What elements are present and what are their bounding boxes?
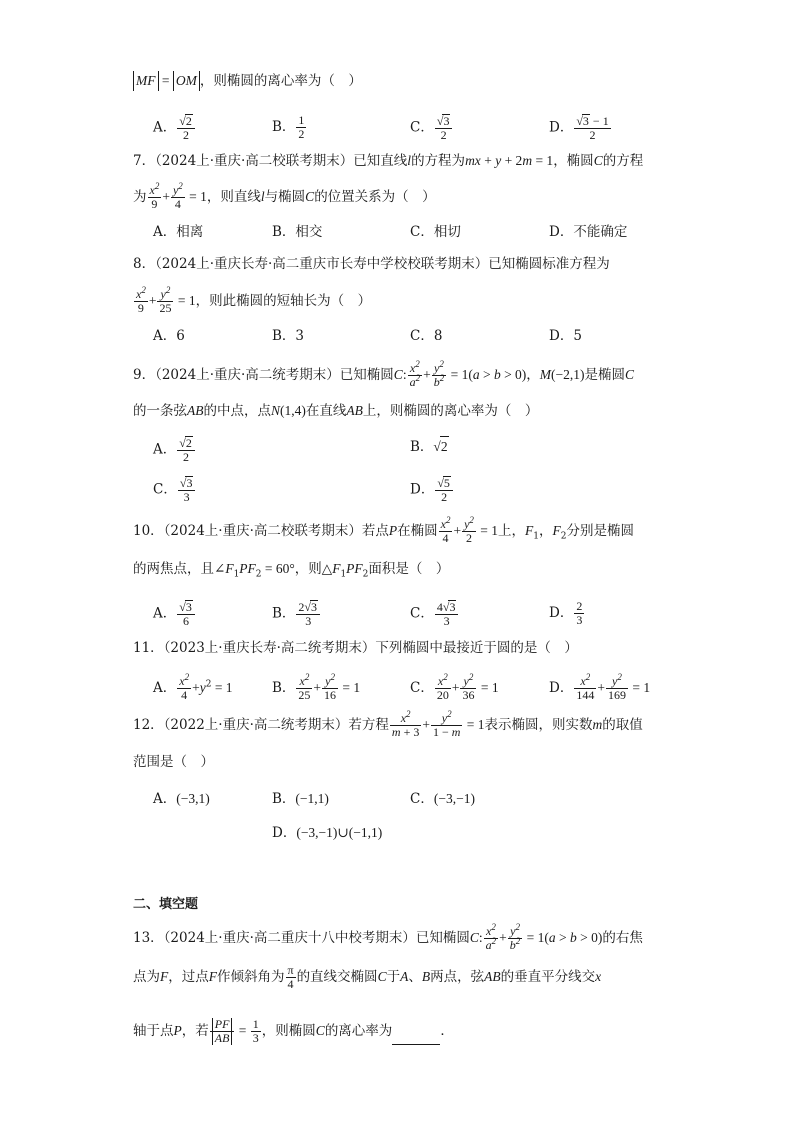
q9-line2: 的一条弦AB的中点，点N(1,4)在直线AB上，则椭圆的离心率为（ ） xyxy=(133,403,539,419)
math-frac: $\frac{x^2}{4}$ xyxy=(440,515,451,545)
math-frac: $\frac{\pi}{4}$ xyxy=(287,963,294,991)
math-frac: $\frac{x^2}{a^2}$ xyxy=(409,359,421,389)
q10-option-b[interactable]: B． $\frac{2√3}{3}$ xyxy=(272,600,321,628)
q7-line1: 7．（2024上·重庆·高二校联考期末）已知直线l的方程为mx + y + 2m = 1，椭圆C的方程 xyxy=(133,153,644,169)
math-frac: $\frac{√5}{2}$ xyxy=(435,476,453,504)
question-number: 8． xyxy=(133,256,156,272)
math-frac: $\frac{x^2}{20}$ xyxy=(436,672,449,702)
math-frac: $\frac{x^2}{144}$ xyxy=(576,672,595,702)
q13-line2: 点为F，过点F作倾斜角为 $\frac{\pi}{4}$ 的直线交椭圆C于A、B两点，弦AB的垂直平分线交x xyxy=(133,963,602,991)
section-title: 二、填空题 xyxy=(133,897,199,912)
math-frac: $\frac{√2}{2}$ xyxy=(177,114,195,142)
math-abs-mf: MF xyxy=(133,71,159,91)
math-frac: $\frac{y^2}{b^2}$ xyxy=(509,922,521,952)
question-number: 9． xyxy=(133,367,156,383)
math-frac: $\frac{1}{3}$ xyxy=(252,1017,259,1045)
q10-line2: 的两焦点，且$\angle F_1PF_2 = 60^\circ$，则$\triangle F_1PF_2$面积是（ ） xyxy=(133,561,450,580)
q11-option-c[interactable]: C． $\frac{x^2}{20}$ + $\frac{y^2}{36}$ = 1 xyxy=(410,672,499,702)
q7-line2: 为 $\frac{x^2}{9}$ + $\frac{y^2}{4}$ = 1，则直线l与椭圆C的位置关系为（ ） xyxy=(133,181,436,211)
math-frac: $\frac{y^2}{2}$ xyxy=(464,515,474,545)
q12-line1: 12．（2022上·重庆·高二统考期末）若方程 $\frac{x^2}{m + 3}$ + $\frac{y^2}{1 - m}$ = 1表示椭圆，则实数m的取值 xyxy=(133,709,643,739)
math-frac: $\frac{y^2}{4}$ xyxy=(172,181,183,211)
question-source: （2024上·重庆·高二重庆十八中校考期末） xyxy=(163,930,416,946)
question-number: 11． xyxy=(133,640,164,656)
q9-option-d[interactable]: D． $\frac{√5}{2}$ xyxy=(410,476,454,504)
q9-option-b[interactable]: B．√2 xyxy=(410,436,449,457)
q9-line1: 9．（2024上·重庆·高二统考期末）已知椭圆C: $\frac{x^2}{a^2}$ + $\frac{y^2}{b^2}$ = 1(a > b > 0)，M(−2,1)是椭圆C xyxy=(133,359,635,389)
math-frac: $\frac{x^2}{a^2}$ xyxy=(485,922,497,952)
math-frac: $\frac{2√3}{3}$ xyxy=(296,600,320,628)
q11-line1: 11．（2023上·重庆长寿·高二统考期末）下列椭圆中最接近于圆的是（ ） xyxy=(133,640,578,656)
q7-option-d[interactable]: D．不能确定 xyxy=(549,224,628,240)
q12-option-a[interactable]: A．(−3,1) xyxy=(153,791,210,807)
q12-option-d[interactable]: D．(−3,−1)∪(−1,1) xyxy=(272,825,383,841)
q8-option-c[interactable]: C．8 xyxy=(410,328,443,344)
q8-option-a[interactable]: A．6 xyxy=(153,328,185,344)
math-frac: $\frac{√3}{2}$ xyxy=(435,114,453,142)
math-frac: $\frac{x^2}{9}$ xyxy=(136,285,146,315)
math-frac: $\frac{PF}{AB}$ xyxy=(210,1018,235,1045)
math-frac: $\frac{√3}{6}$ xyxy=(177,600,195,628)
q6-option-b[interactable]: B． $\frac{1}{2}$ xyxy=(272,113,305,141)
math-frac: $\frac{4√3}{3}$ xyxy=(435,600,459,628)
q9-option-a[interactable]: A． $\frac{√2}{2}$ xyxy=(153,436,196,464)
math-frac: $\frac{2}{3}$ xyxy=(576,599,583,627)
question-number: 7． xyxy=(133,153,156,169)
math-frac: $\frac{x^2}{25}$ xyxy=(298,672,311,702)
math-frac: $\frac{√3}{3}$ xyxy=(178,476,196,504)
q10-line1: 10．（2024上·重庆·高二校联考期末）若点P在椭圆 $\frac{x^2}{4}$ + $\frac{y^2}{2}$ = 1上，$F_1$，$F_2$分别是椭圆 xyxy=(133,515,635,545)
q7-option-a[interactable]: A．相离 xyxy=(153,224,204,240)
q10-option-c[interactable]: C． $\frac{4√3}{3}$ xyxy=(410,600,459,628)
q10-option-d[interactable]: D． $\frac{2}{3}$ xyxy=(549,599,583,627)
q6-option-c[interactable]: C． $\frac{√3}{2}$ xyxy=(410,114,453,142)
question-number: 10． xyxy=(133,523,164,539)
q10-option-a[interactable]: A． $\frac{√3}{6}$ xyxy=(153,600,196,628)
math-frac: $\frac{y^2}{36}$ xyxy=(462,672,475,702)
math-frac: $\frac{y^2}{1 - m}$ xyxy=(432,709,461,739)
math-frac: $\frac{y^2}{25}$ xyxy=(159,285,172,315)
math-line-eq: mx xyxy=(465,153,481,168)
answer-blank[interactable] xyxy=(392,1030,440,1045)
math-frac: $\frac{√3 - 1}{2}$ xyxy=(576,114,609,142)
q7-option-c[interactable]: C．相切 xyxy=(410,224,461,240)
question-source: （2023上·重庆长寿·高二统考期末） xyxy=(163,640,376,656)
q6-option-d[interactable]: D． $\frac{√3 - 1}{2}$ xyxy=(549,114,609,142)
math-frac: $\frac{x^2}{4}$ xyxy=(179,672,190,702)
q9-option-c[interactable]: C． $\frac{√3}{3}$ xyxy=(153,476,196,504)
math-frac: $\frac{√2}{2}$ xyxy=(177,436,195,464)
q13-line3: 轴于点P，若 $\frac{PF}{AB}$ = $\frac{1}{3}$ ，则椭圆C的离心率为 ． xyxy=(133,1017,454,1045)
q11-option-a[interactable]: A． $\frac{x^2}{4}$ $+y^2 = 1$ xyxy=(153,672,233,702)
q6-tail-text: ，则椭圆的离心率为（ ） xyxy=(199,73,362,89)
q12-option-c[interactable]: C．(−3,−1) xyxy=(410,791,475,807)
q11-option-b[interactable]: B． $\frac{x^2}{25}$ + $\frac{y^2}{16}$ = 1 xyxy=(272,672,361,702)
q6-option-a[interactable]: A． $\frac{√2}{2}$ xyxy=(153,114,196,142)
q8-line1: 8．（2024上·重庆长寿·高二重庆市长寿中学校校联考期末）已知椭圆标准方程为 xyxy=(133,256,610,272)
question-source: （2024上·重庆·高二统考期末） xyxy=(155,367,340,383)
math-frac: $\frac{y^2}{169}$ xyxy=(607,672,626,702)
q8-line2: $\frac{x^2}{9}$ + $\frac{y^2}{25}$ = 1，则此椭圆的短轴长为（ ） xyxy=(136,285,372,315)
question-source: （2024上·重庆·高二校联考期末） xyxy=(155,153,354,169)
q8-option-b[interactable]: B．3 xyxy=(272,328,305,344)
math-frac: $\frac{y^2}{16}$ xyxy=(324,672,337,702)
question-source: （2024上·重庆长寿·高二重庆市长寿中学校校联考期末） xyxy=(155,256,489,272)
math-frac: $\frac{x^2}{m + 3}$ xyxy=(391,709,420,739)
q8-option-d[interactable]: D．5 xyxy=(549,328,582,344)
q11-option-d[interactable]: D． $\frac{x^2}{144}$ + $\frac{y^2}{169}$ = 1 xyxy=(549,672,651,702)
question-number: 12． xyxy=(133,717,164,733)
q6-tail-line: MF = OM ，则椭圆的离心率为（ ） xyxy=(133,71,362,91)
question-number: 13． xyxy=(133,930,164,946)
math-abs-om: OM xyxy=(173,71,200,91)
math-frac: $\frac{1}{2}$ xyxy=(298,113,305,141)
math-frac: $\frac{y^2}{b^2}$ xyxy=(433,359,445,389)
q13-line1: 13．（2024上·重庆·高二重庆十八中校考期末）已知椭圆C: $\frac{x^2}{a^2}$ + $\frac{y^2}{b^2}$ = 1(a > b > 0)的右焦 xyxy=(133,922,643,952)
q12-option-b[interactable]: B．(−1,1) xyxy=(272,791,329,807)
math-frac: $\frac{x^2}{9}$ xyxy=(149,181,160,211)
q12-line2: 范围是（ ） xyxy=(133,754,214,770)
question-source: （2022上·重庆·高二统考期末） xyxy=(163,717,349,733)
q7-option-b[interactable]: B．相交 xyxy=(272,224,323,240)
question-source: （2024上·重庆·高二校联考期末） xyxy=(163,523,362,539)
